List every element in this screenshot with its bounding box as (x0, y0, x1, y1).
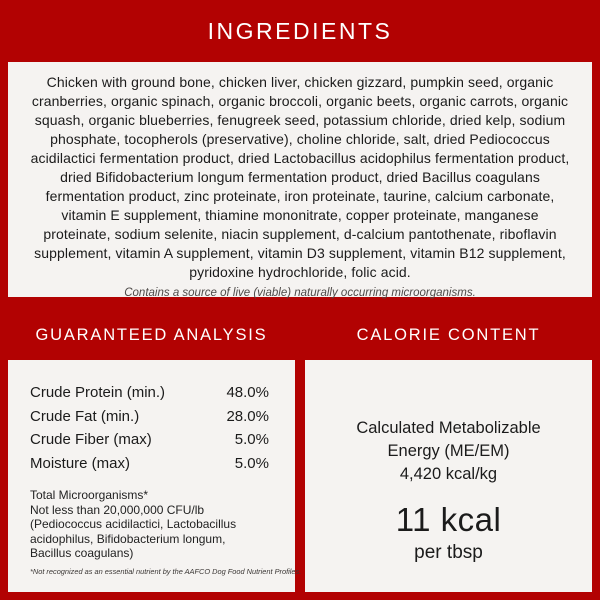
microorganisms-block (30, 488, 269, 561)
metabolizable-energy-block (333, 417, 565, 486)
ingredients-text: Chicken with ground bone, chicken liver, chicken gizzard, pumpkin seed, organic cranberries, organic spinach, organic broccoli, organic beets, organic carrots, organic squash, organic blueberries, fenugreek seed, potassium chloride, dried kelp, sodium phosphate, tocopherols (preservative), choline chloride, salt, dried Pediococcus acidilactici fermentation product, dried Lactobacillus acidophilus fermentation product, dried Bifidobacterium longum fermentation product, dried Bacillus coagulans fermentation product, zinc proteinate, iron proteinate, taurine, calcium carbonate, vitamin E supplement, thiamine mononitrate, copper proteinate, manganese proteinate, sodium selenite, niacin supplement, d-calcium pantothenate, riboflavin supplement, vitamin A supplement, vitamin D3 supplement, vitamin B12 supplement, pyridoxine hydrochloride, folic acid. (30, 74, 570, 280)
calorie-content-title: CALORIE CONTENT (356, 326, 541, 344)
ingredients-note: Contains a source of live (viable) naturally occurring microorganisms. (124, 287, 476, 299)
serving-kcal-value: 11 kcal (395, 501, 502, 538)
analysis-value: 28.0% (226, 407, 269, 425)
page-title: INGREDIENTS (207, 17, 393, 44)
microorganisms-title: Total Microorganisms* (30, 488, 149, 502)
analysis-label: Crude Protein (min.) (30, 384, 166, 401)
me-energy-label: Calculated Metabolizable Energy (ME/EM) (356, 419, 541, 460)
aafco-footnote: *Not recognized as an essential nutrient by the AAFCO Dog Food Nutrient Profiles. (30, 567, 302, 576)
calorie-content-heading-cell (305, 326, 592, 345)
me-energy-value: 4,420 kcal/kg (399, 465, 498, 483)
bottom-cards-row (8, 360, 592, 592)
analysis-row (30, 452, 269, 476)
analysis-value: 5.0% (234, 454, 269, 472)
analysis-label: Moisture (max) (30, 454, 131, 472)
analysis-value: 48.0% (226, 384, 269, 401)
analysis-row (30, 428, 269, 452)
serving-kcal-unit: per tbsp (414, 542, 483, 563)
ingredients-card (8, 62, 592, 297)
analysis-label: Crude Fiber (max) (30, 431, 152, 448)
analysis-row (30, 381, 269, 405)
analysis-row (30, 405, 269, 429)
section-heading-band (8, 297, 592, 360)
analysis-value: 5.0% (234, 431, 269, 448)
microorganisms-text: Not less than 20,000,000 CFU/lb (Pediococcus acidilactici, Lactobacillus acidophilus, Bifidobacterium longum, Bacillus coagulans) (30, 502, 237, 560)
guaranteed-analysis-card (8, 360, 302, 592)
guaranteed-analysis-title: GUARANTEED ANALYSIS (35, 326, 268, 344)
guaranteed-analysis-heading-cell (8, 326, 295, 345)
analysis-label: Crude Fat (min.) (30, 407, 140, 425)
calorie-content-card (305, 360, 592, 592)
ingredients-header (8, 0, 592, 62)
